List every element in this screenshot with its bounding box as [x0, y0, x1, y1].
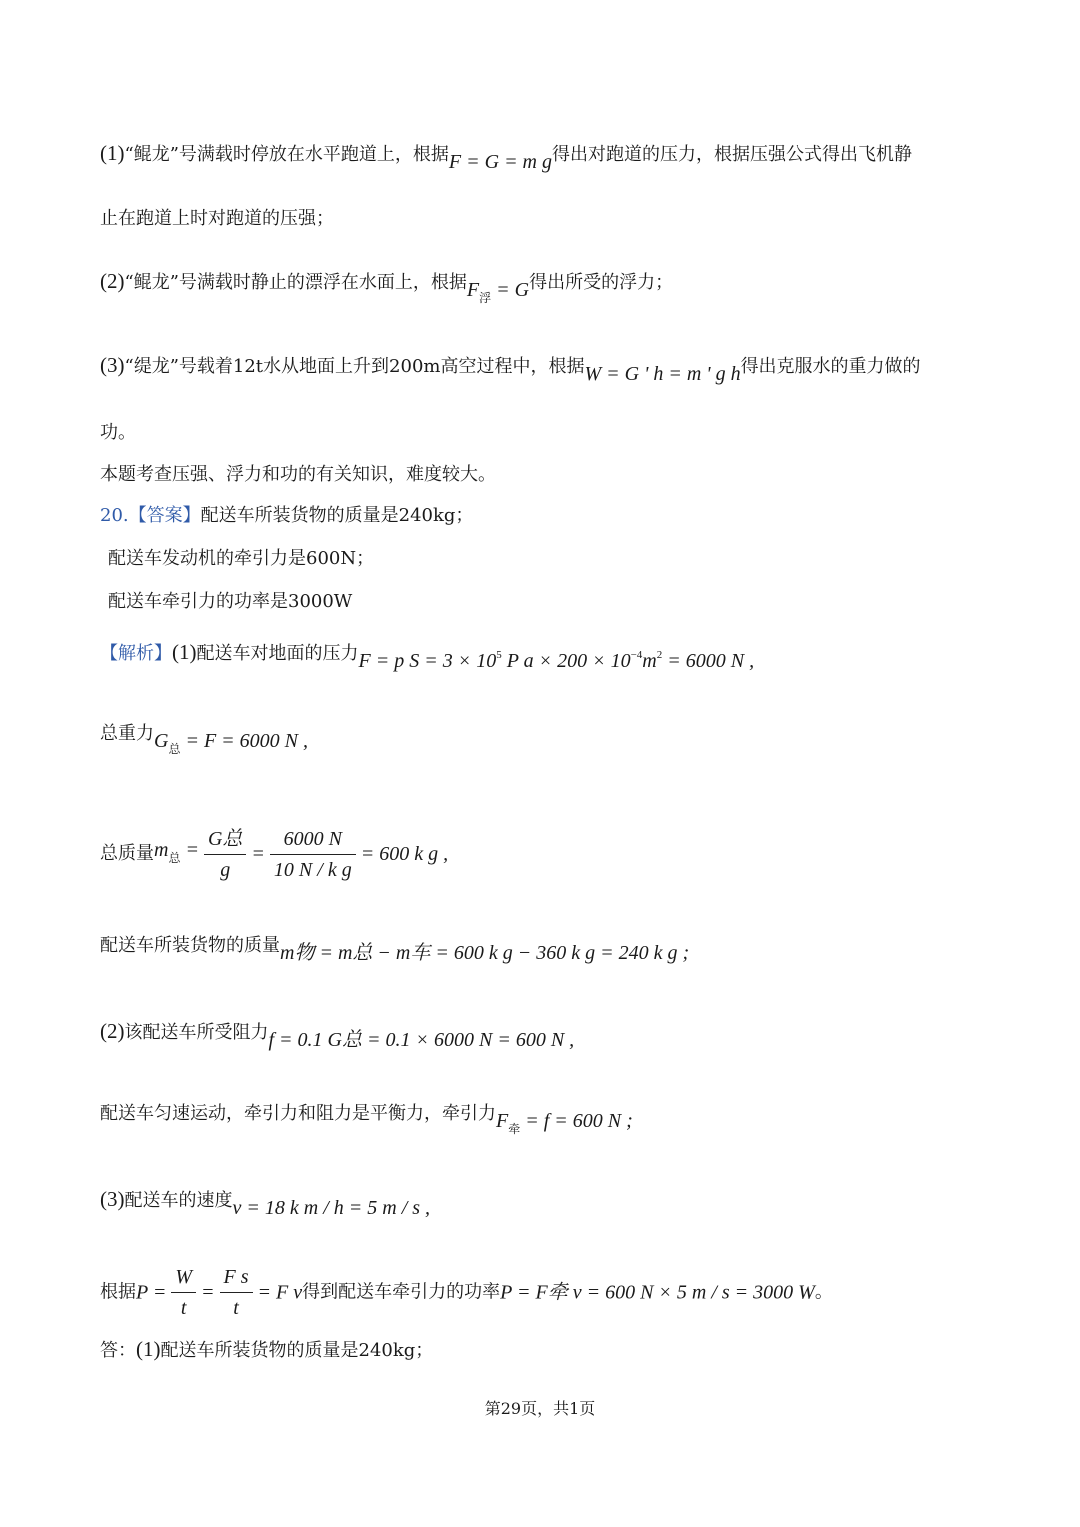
denominator: t: [233, 1297, 239, 1319]
numerator: W: [171, 1262, 196, 1293]
analysis-tag: 【解析】: [100, 643, 172, 664]
result: = 600 k g ,: [355, 843, 449, 865]
formula: F = G = m g: [448, 151, 553, 173]
text: “缇龙”号载着12t水从地面上升到200m高空过程中，根据: [124, 356, 585, 377]
symbol: =: [180, 839, 204, 861]
text: 配送车的速度: [124, 1190, 233, 1211]
item-number: (1): [136, 1337, 161, 1361]
symbol: F: [466, 279, 480, 301]
text: 止在跑道上时对跑道的压强；: [100, 208, 334, 229]
formula: [359, 650, 755, 672]
symbol: m: [642, 650, 657, 672]
symbol: = G: [491, 279, 530, 301]
text: 得出对跑道的压力，根据压强公式得出飞机静: [552, 144, 913, 165]
formula: f = 0.1 G总 = 0.1 × 6000 N = 600 N ,: [268, 1029, 575, 1051]
text: “鲲龙”号满载时静止的漂浮在水面上，根据: [124, 272, 467, 293]
numerator: G总: [204, 824, 246, 855]
symbol: G: [154, 730, 169, 752]
analysis-line-9: [100, 1336, 980, 1364]
formula: v = 18 k m / h = 5 m / s ,: [232, 1197, 431, 1219]
analysis-line-4: [100, 932, 980, 964]
answer-heading: [100, 503, 980, 529]
question-number: 20.: [100, 505, 129, 526]
formula: [154, 730, 309, 756]
analysis-line-1: [100, 634, 980, 672]
numerator: F s: [220, 1262, 253, 1293]
item-number: (2): [100, 269, 125, 293]
fraction: [204, 824, 246, 885]
text: 本题考查压强、浮力和功的有关知识，难度较大。: [100, 464, 496, 485]
analysis-line-8: [100, 1262, 980, 1323]
solution-line-1: [100, 140, 980, 173]
item-number: (3): [100, 353, 125, 377]
solution-line-3: [100, 268, 980, 303]
equals: =: [196, 1281, 220, 1304]
text: 得出克服水的重力做的: [740, 356, 921, 377]
answer-line-2: [108, 546, 980, 572]
formula: [466, 279, 530, 305]
text: 总质量: [100, 843, 154, 864]
item-number: (3): [100, 1187, 125, 1211]
page-footer: 第29页，共1页: [484, 1399, 596, 1418]
answer-line-3: [108, 589, 980, 615]
solution-line-4: [100, 352, 980, 385]
text: 配送车牵引力的功率是3000W: [108, 591, 353, 612]
fraction: [171, 1262, 196, 1323]
solution-line-5: [100, 420, 980, 446]
text: 得出所受的浮力；: [529, 272, 674, 293]
exponent: 2: [656, 649, 663, 661]
exponent: −4: [630, 649, 643, 661]
text: 得到配送车牵引力的功率: [302, 1281, 501, 1303]
text: 配送车所装货物的质量是240kg；: [160, 1340, 434, 1361]
symbol: F: [496, 1110, 509, 1132]
solution-line-2: [100, 206, 980, 232]
symbol: = 6000 N ,: [662, 650, 755, 672]
subscript: 总: [168, 851, 181, 865]
numerator: 6000 N: [270, 824, 356, 855]
text: 。: [814, 1281, 833, 1303]
text: 根据: [100, 1281, 136, 1303]
formula: [496, 1110, 633, 1136]
analysis-line-6: [100, 1100, 980, 1134]
solution-line-6: [100, 462, 980, 488]
text: 配送车匀速运动，牵引力和阻力是平衡力，牵引力: [100, 1103, 496, 1124]
subscript: 总: [168, 742, 181, 756]
analysis-line-2: [100, 720, 980, 754]
analysis-line-7: [100, 1186, 980, 1219]
formula: P = F牵 v = 600 N × 5 m / s = 3000 W: [500, 1281, 815, 1304]
text: 配送车所装货物的质量: [100, 935, 280, 956]
item-number: (1): [172, 640, 197, 664]
text: 该配送车所受阻力: [124, 1022, 269, 1043]
symbol: = f = 600 N ;: [520, 1110, 633, 1132]
item-number: (1): [100, 141, 125, 165]
formula: P =: [136, 1281, 172, 1304]
text: 配送车对地面的压力: [196, 643, 359, 664]
subscript: 浮: [479, 291, 492, 305]
subscript: 牵: [508, 1122, 521, 1136]
text: “鲲龙”号满载时停放在水平跑道上，根据: [124, 144, 449, 165]
fraction: [270, 824, 356, 885]
text: 配送车所装货物的质量是240kg；: [200, 505, 474, 526]
analysis-line-5: [100, 1018, 980, 1051]
symbol: m: [154, 839, 169, 861]
denominator: g: [220, 858, 231, 881]
answer-tag: 【答案】: [128, 505, 201, 526]
text: 总重力: [100, 723, 154, 744]
symbol: = F = 6000 N ,: [180, 730, 309, 752]
exponent: 5: [496, 649, 502, 661]
symbol: P a × 200 × 10: [501, 650, 631, 672]
symbol: F = p S = 3 × 10: [358, 650, 497, 672]
fraction: [220, 1262, 253, 1323]
item-number: (2): [100, 1019, 125, 1043]
denominator: 10 N / k g: [273, 858, 352, 881]
text: 答：: [100, 1340, 136, 1361]
analysis-line-3: [100, 820, 980, 888]
text: 功。: [100, 422, 136, 443]
formula: W = G ' h = m ' g h: [584, 363, 741, 385]
formula: m物 = m总 − m车 = 600 k g − 360 k g = 240 k g ;: [280, 942, 690, 964]
denominator: t: [180, 1297, 187, 1319]
formula: = F v: [252, 1281, 303, 1304]
equals: =: [246, 843, 270, 865]
text: 配送车发动机的牵引力是600N；: [108, 548, 375, 569]
formula: [154, 839, 204, 865]
